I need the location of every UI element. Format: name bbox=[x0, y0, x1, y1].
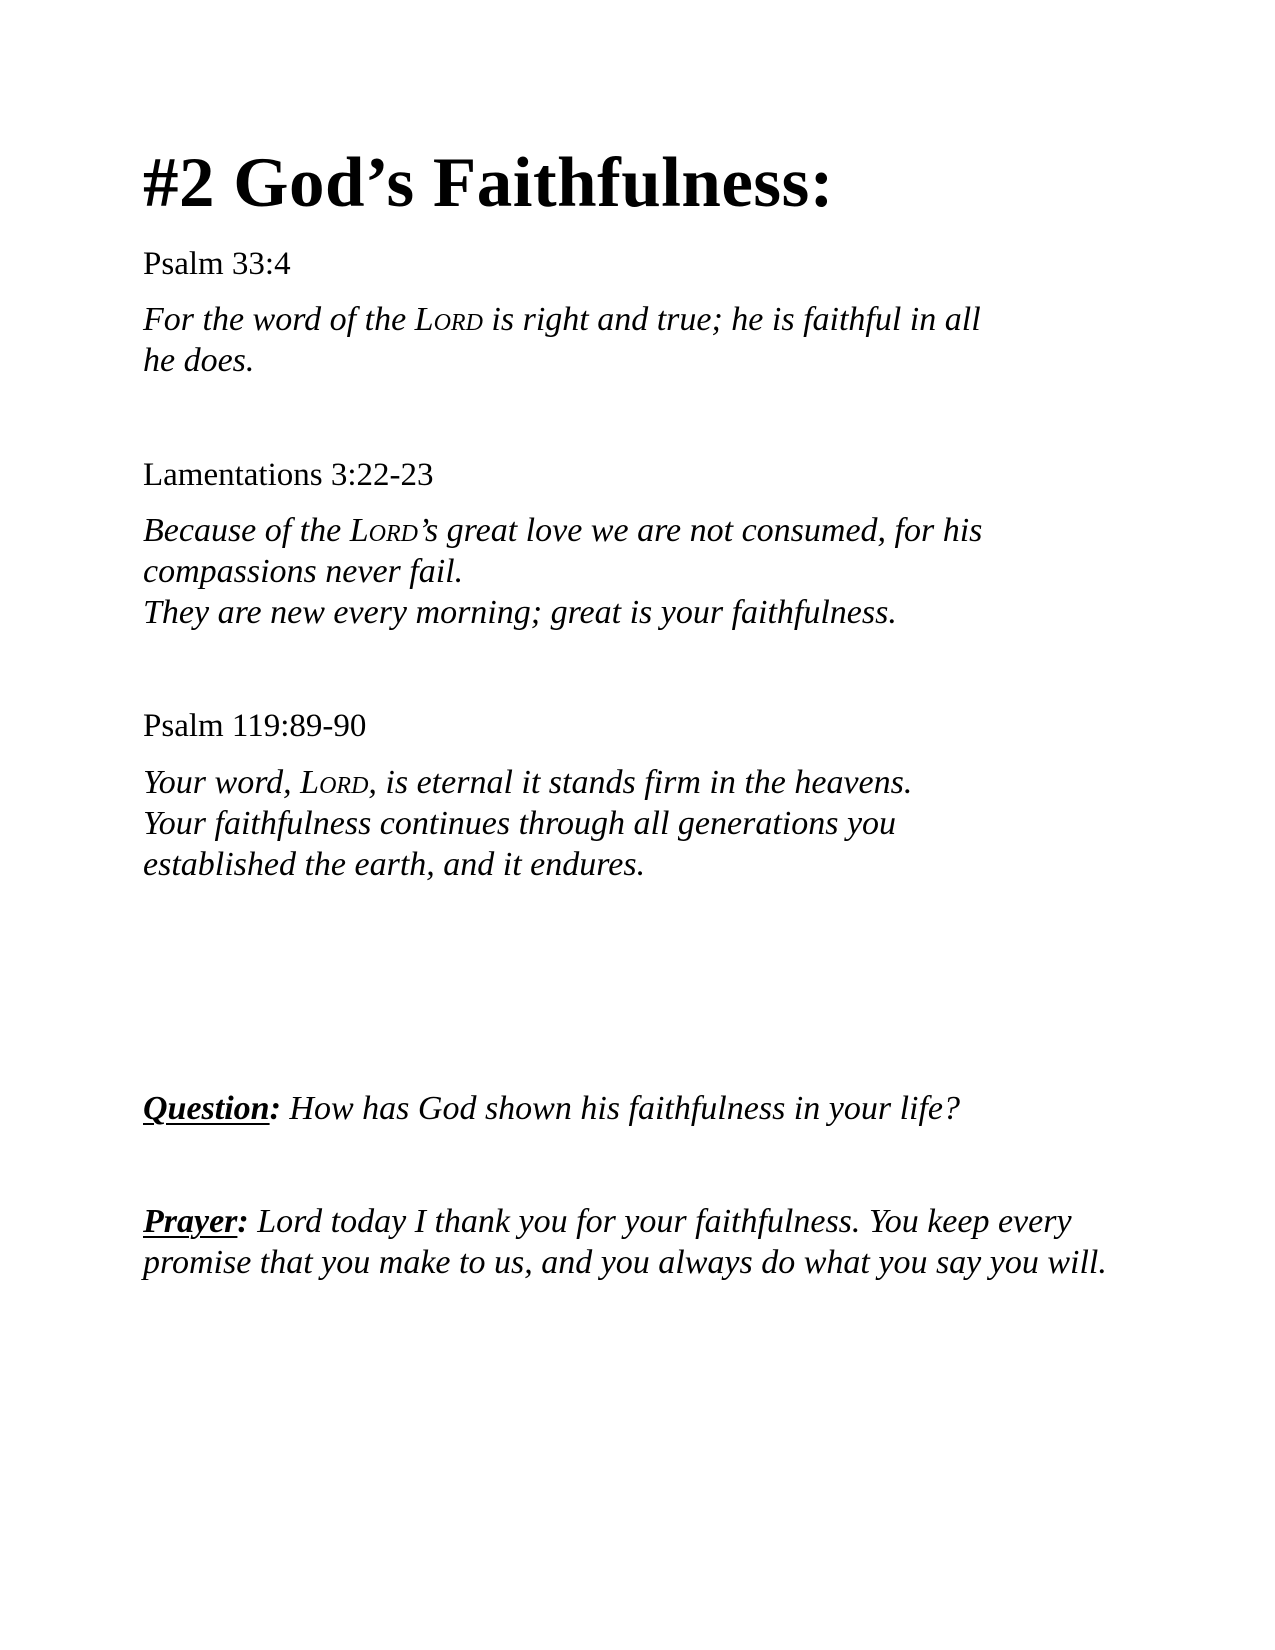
question-label: Question: bbox=[143, 1090, 281, 1127]
page-title: #2 God’s Faithfulness: bbox=[143, 144, 834, 222]
verse-text: Because of the bbox=[143, 512, 350, 549]
verse-text: For the word of the bbox=[143, 301, 415, 338]
scripture-verse bbox=[143, 762, 1103, 885]
verse-text: , is eternal it stands firm in the heavens. Your faithfulness continues through all generations you established the earth, and it endures. bbox=[143, 764, 913, 883]
prayer-section bbox=[143, 1201, 1123, 1283]
question-text: How has God shown his faithfulness in your life? bbox=[280, 1090, 961, 1127]
lord-small-caps: Lord bbox=[300, 764, 369, 801]
prayer-label: Prayer: bbox=[143, 1203, 249, 1240]
lord-small-caps: Lord bbox=[349, 512, 418, 549]
lord-small-caps: Lord bbox=[414, 301, 483, 338]
scripture-reference: Psalm 33:4 bbox=[143, 246, 291, 282]
scripture-verse bbox=[143, 510, 1103, 633]
prayer-text: Lord today I thank you for your faithfulness. You keep every promise that you make to us, and you always do what you say you will. bbox=[143, 1203, 1107, 1281]
verse-text: ’s great love we are not consumed, for his compassions never fail. They are new every morning; great is your faithfulness. bbox=[143, 512, 983, 631]
question-section bbox=[143, 1088, 1123, 1129]
verse-text: Your word, bbox=[143, 764, 301, 801]
scripture-reference: Lamentations 3:22-23 bbox=[143, 457, 434, 493]
scripture-reference: Psalm 119:89-90 bbox=[143, 708, 367, 744]
verse-text: is right and true; he is faithful in all he does. bbox=[143, 301, 981, 379]
scripture-verse bbox=[143, 299, 1103, 381]
